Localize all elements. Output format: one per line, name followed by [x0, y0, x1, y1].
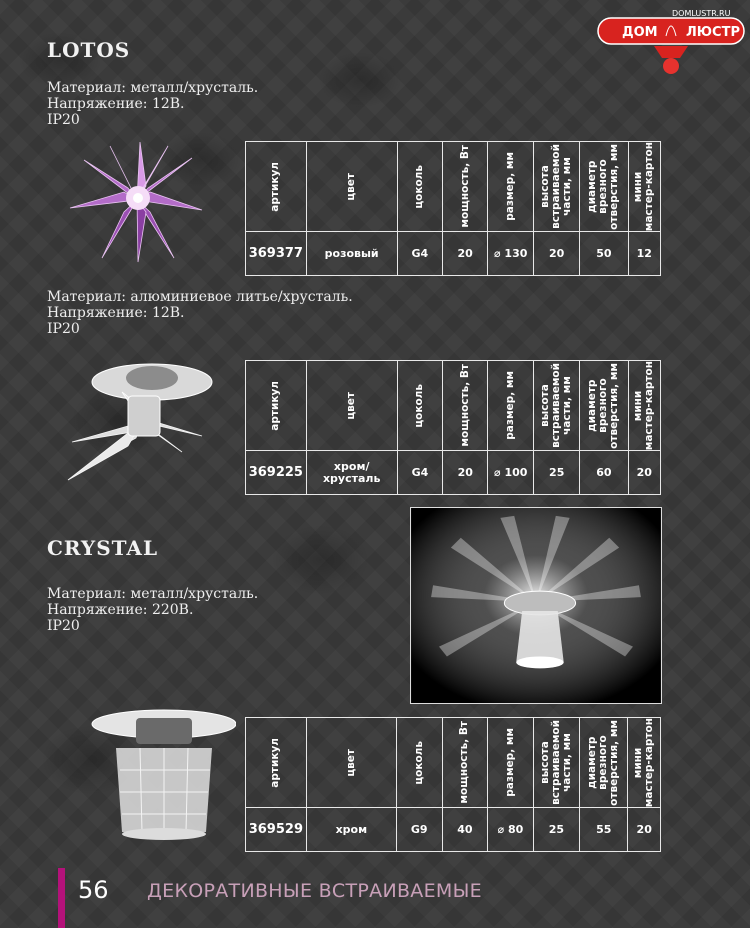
- cell-hole: 60: [580, 451, 628, 495]
- spec-ip: IP20: [47, 618, 80, 634]
- product-title-crystal: CRYSTAL: [47, 536, 159, 560]
- crystal-product-photo: [76, 708, 236, 848]
- col-header-color: цвет: [344, 748, 357, 777]
- logo-text-left: ДОМ: [622, 25, 658, 40]
- crystal-table: [245, 717, 661, 852]
- spec-ip: IP20: [47, 321, 80, 337]
- col-header-hole: диаметр врезного отверстия, мм: [586, 719, 621, 806]
- cell-size: ⌀ 100: [488, 451, 534, 495]
- footer-accent-bar: [58, 868, 65, 928]
- col-header-article: артикул: [269, 737, 282, 788]
- col-header-socket: цоколь: [412, 740, 425, 785]
- spec-ip: IP20: [47, 112, 80, 128]
- brand-logo: [596, 6, 746, 76]
- table-row: [246, 451, 661, 495]
- cell-article: 369377: [246, 232, 307, 276]
- col-header-carton: мини мастер-картон: [632, 142, 656, 232]
- lotos-spec-2: [47, 289, 353, 337]
- cell-socket: G4: [397, 232, 442, 276]
- spec-material: Материал: алюминиевое литье/хрусталь.: [47, 289, 353, 305]
- cell-color: розовый: [306, 232, 397, 276]
- cell-carton: 12: [628, 232, 661, 276]
- cell-carton: 20: [628, 451, 661, 495]
- cell-socket: G9: [396, 808, 442, 852]
- lotos-chrome-photo: [62, 352, 222, 487]
- logo-url: DOMLUSTR.RU: [672, 9, 731, 18]
- col-header-hole: диаметр врезного отверстия, мм: [586, 143, 621, 230]
- spec-voltage: Напряжение: 12В.: [47, 96, 185, 112]
- cell-socket: G4: [397, 451, 442, 495]
- spec-material: Материал: металл/хрусталь.: [47, 586, 259, 602]
- cell-height: 25: [534, 451, 580, 495]
- col-header-article: артикул: [269, 161, 282, 212]
- cell-carton: 20: [628, 808, 661, 852]
- lotos-table-1: [245, 141, 661, 276]
- cell-hole: 55: [580, 808, 628, 852]
- col-header-socket: цоколь: [413, 383, 426, 428]
- cell-power: 20: [443, 451, 488, 495]
- col-header-hole: диаметр врезного отверстия, мм: [586, 362, 621, 449]
- lotos-pink-photo: [62, 140, 212, 265]
- col-header-height: высота встраиваемой части, мм: [539, 144, 574, 230]
- col-header-size: размер, мм: [504, 371, 517, 440]
- lotos-table-2: [245, 360, 661, 495]
- col-header-carton: мини мастер-картон: [632, 718, 656, 808]
- cell-size: ⌀ 130: [488, 232, 534, 276]
- cell-article: 369529: [246, 808, 307, 852]
- col-header-height: высота встраиваемой части, мм: [539, 363, 574, 449]
- cell-power: 20: [443, 232, 488, 276]
- col-header-height: высота встраиваемой части, мм: [538, 720, 573, 806]
- col-header-size: размер, мм: [503, 728, 516, 797]
- cell-size: ⌀ 80: [488, 808, 534, 852]
- col-header-color: цвет: [345, 391, 358, 420]
- col-header-power: мощность, Вт: [458, 721, 471, 804]
- col-header-socket: цоколь: [413, 164, 426, 209]
- col-header-power: мощность, Вт: [458, 364, 471, 447]
- cell-height: 20: [534, 232, 580, 276]
- cell-height: 25: [533, 808, 579, 852]
- col-header-carton: мини мастер-картон: [632, 361, 656, 451]
- product-title-lotos: LOTOS: [47, 38, 131, 62]
- cell-power: 40: [442, 808, 488, 852]
- cell-color: хром/ хрусталь: [306, 451, 397, 495]
- crystal-spec: [47, 586, 258, 634]
- page-number: 56: [78, 876, 109, 904]
- spec-voltage: Напряжение: 220В.: [47, 602, 194, 618]
- lotos-spec-1: [47, 80, 258, 128]
- col-header-power: мощность, Вт: [458, 145, 471, 228]
- logo-text-right: ЛЮСТР: [686, 25, 740, 40]
- cell-hole: 50: [580, 232, 628, 276]
- col-header-article: артикул: [269, 380, 282, 431]
- col-header-size: размер, мм: [504, 152, 517, 221]
- spec-voltage: Напряжение: 12В.: [47, 305, 185, 321]
- crystal-light-effect-photo: [410, 507, 662, 704]
- cell-color: хром: [306, 808, 396, 852]
- table-row: [246, 232, 661, 276]
- section-title: ДЕКОРАТИВНЫЕ ВСТРАИВАЕМЫЕ: [147, 880, 482, 902]
- spec-material: Материал: металл/хрусталь.: [47, 80, 259, 96]
- table-row: [246, 808, 661, 852]
- cell-article: 369225: [246, 451, 307, 495]
- col-header-color: цвет: [345, 172, 358, 201]
